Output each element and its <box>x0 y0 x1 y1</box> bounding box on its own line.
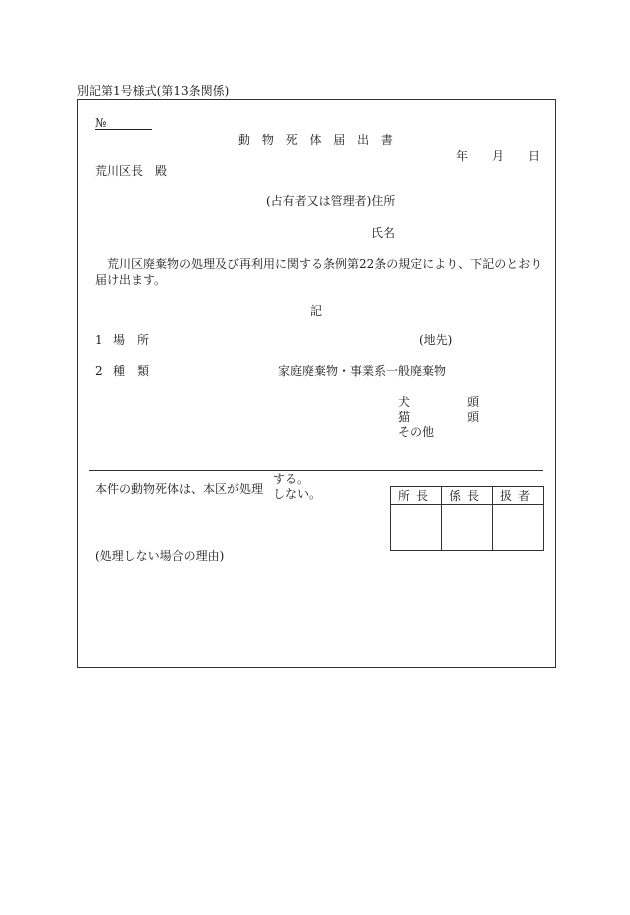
applicant-address-label: (占有者又は管理者)住所 <box>266 194 396 208</box>
reason-label: (処理しない場合の理由) <box>95 549 225 563</box>
item2-value: 家庭廃棄物・事業系一般廃棄物 <box>278 364 447 378</box>
animal-cat: 猫 <box>398 410 411 424</box>
item1-number: 1 <box>95 333 103 347</box>
date-year: 年 <box>456 149 469 163</box>
header-chief: 係長 <box>442 487 493 505</box>
addressee: 荒川区長 殿 <box>95 164 168 178</box>
stamp-cell-chief[interactable] <box>442 505 493 551</box>
animal-other: その他 <box>398 425 435 439</box>
stamp-cell-director[interactable] <box>391 505 442 551</box>
header-director: 所長 <box>391 487 442 505</box>
animal-dog: 犬 <box>398 395 411 409</box>
option-dont: しない。 <box>273 487 322 501</box>
animal-dog-unit: 頭 <box>467 395 480 409</box>
date-month: 月 <box>492 149 505 163</box>
number-underline <box>95 129 152 130</box>
stamp-cell-handler[interactable] <box>493 505 544 551</box>
form-box <box>77 99 556 668</box>
header-handler: 扱者 <box>493 487 544 505</box>
body-text-line2: 届け出ます。 <box>95 273 167 287</box>
number-label: № <box>95 116 107 130</box>
header-note: 別記第1号様式(第13条関係) <box>77 84 230 98</box>
item1-suffix: (地先) <box>419 333 453 347</box>
item2-label: 種 類 <box>113 364 150 378</box>
date-day: 日 <box>528 149 541 163</box>
approval-stamp-table <box>390 486 544 551</box>
option-do: する。 <box>273 472 310 486</box>
item2-number: 2 <box>95 364 103 378</box>
item1-label: 場 所 <box>113 333 150 347</box>
body-text-line1: 荒川区廃棄物の処理及び再利用に関する条例第22条の規定により、下記のとおり <box>107 257 543 271</box>
applicant-name-label: 氏名 <box>371 226 396 240</box>
ki-label: 記 <box>310 304 323 318</box>
animal-cat-unit: 頭 <box>467 410 480 424</box>
section-divider <box>89 470 543 471</box>
form-title: 動 物 死 体 届 出 書 <box>238 133 397 147</box>
office-statement: 本件の動物死体は、本区が処理 <box>95 482 264 496</box>
